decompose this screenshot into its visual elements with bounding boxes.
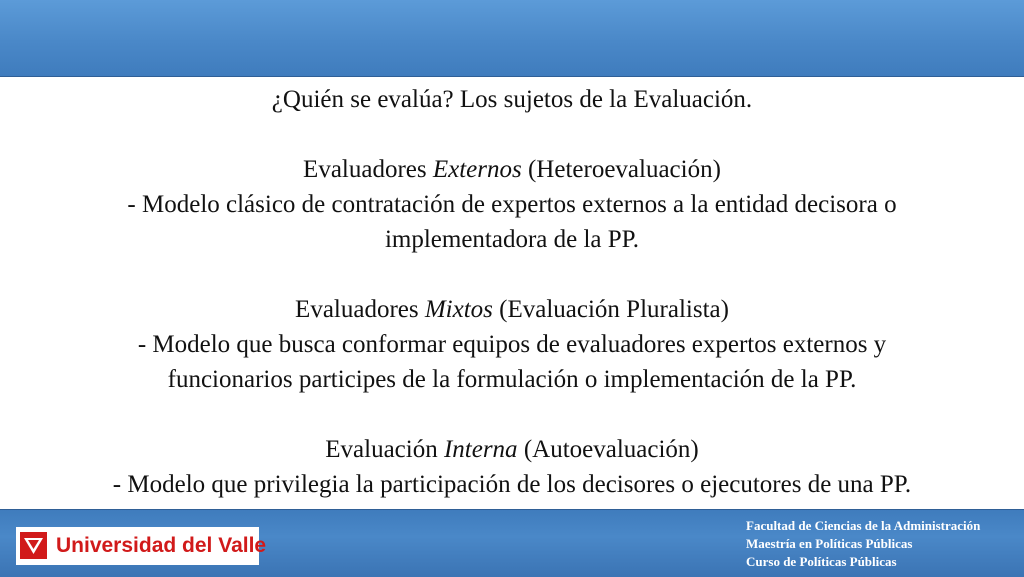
- section-line: funcionarios participes de la formulación o implementación de la PP.: [167, 366, 857, 393]
- logo-text: Universidad del Valle: [56, 534, 267, 557]
- section-line: - Modelo que busca conformar equipos de evaluadores expertos externos y: [137, 331, 887, 358]
- section-line: - Modelo que privilegia la participación de los decisores o ejecutores de una PP.: [112, 471, 912, 498]
- section-title-italic: Externos: [432, 156, 522, 183]
- university-emblem-icon: [20, 532, 47, 559]
- section-title-externos: [20, 152, 1004, 187]
- section-line: - Modelo clásico de contratación de expertos externos a la entidad decisora o: [127, 191, 897, 218]
- slide-heading: ¿Quién se evalúa? Los sujetos de la Evaluación.: [271, 86, 753, 113]
- footer-info: [746, 517, 1020, 571]
- section-title-prefix: Evaluadores: [303, 156, 433, 183]
- footer-line-program: Maestría en Políticas Públicas: [746, 536, 913, 551]
- university-logo: [16, 527, 267, 565]
- spacer: [20, 117, 1004, 152]
- section-line: implementadora de la PP.: [384, 226, 640, 253]
- section-title-italic: Interna: [443, 436, 518, 463]
- section-title-interna: [20, 432, 1004, 467]
- spacer: [20, 397, 1004, 432]
- footer-line-course: Curso de Políticas Públicas: [746, 554, 897, 569]
- section-title-italic: Mixtos: [424, 296, 493, 323]
- section-title-suffix: (Evaluación Pluralista): [492, 296, 729, 323]
- section-title-suffix: (Heteroevaluación): [521, 156, 721, 183]
- section-title-prefix: Evaluación: [325, 436, 444, 463]
- section-title-suffix: (Autoevaluación): [517, 436, 699, 463]
- section-title-prefix: Evaluadores: [295, 296, 425, 323]
- section-title-mixtos: [20, 292, 1004, 327]
- footer-line-faculty: Facultad de Ciencias de la Administración: [746, 518, 981, 533]
- spacer: [20, 257, 1004, 292]
- slide-content: [20, 82, 1004, 502]
- header-bar: [0, 0, 1024, 77]
